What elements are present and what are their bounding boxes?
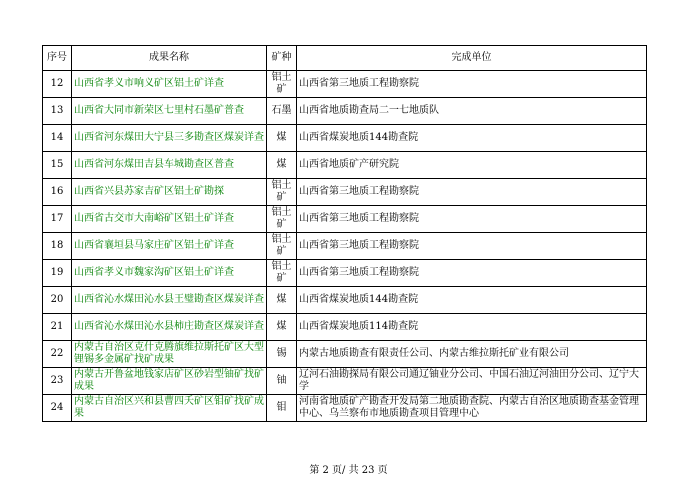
table-header-row — [43, 46, 647, 71]
cell-name: 山西省孝义市魏家沟矿区铝土矿详查 — [72, 260, 267, 287]
cell-num: 14 — [43, 125, 72, 152]
cell-unit: 山西省地质勘查局二一七地质队 — [297, 98, 647, 125]
header-mineral: 矿种 — [267, 46, 297, 71]
cell-unit: 河南省地质矿产勘查开发局第二地质勘查院、内蒙古自治区地质勘查基金管理中心、乌兰察布市地质勘查项目管理中心 — [297, 395, 647, 422]
cell-name: 山西省大同市新荣区七里村石墨矿普查 — [72, 98, 267, 125]
cell-num: 13 — [43, 98, 72, 125]
cell-num: 22 — [43, 341, 72, 368]
cell-mineral: 铝土矿 — [267, 71, 297, 98]
cell-name: 内蒙古自治区克什克腾旗维拉斯托矿区大型锂锡多金属矿找矿成果 — [72, 341, 267, 368]
table-row — [43, 71, 647, 98]
table-row — [43, 98, 647, 125]
cell-mineral: 煤 — [267, 287, 297, 314]
cell-num: 20 — [43, 287, 72, 314]
table-row — [43, 368, 647, 395]
table-row — [43, 125, 647, 152]
cell-name: 内蒙古自治区兴和县曹四夭矿区钼矿找矿成果 — [72, 395, 267, 422]
cell-mineral: 锡 — [267, 341, 297, 368]
table-row — [43, 260, 647, 287]
cell-unit: 辽河石油勘探局有限公司通辽铀业分公司、中国石油辽河油田分公司、辽宁大学 — [297, 368, 647, 395]
cell-unit: 山西省煤炭地质144勘查院 — [297, 125, 647, 152]
table-row — [43, 395, 647, 422]
cell-num: 21 — [43, 314, 72, 341]
cell-num: 19 — [43, 260, 72, 287]
cell-num: 23 — [43, 368, 72, 395]
table-row — [43, 179, 647, 206]
table-body — [43, 71, 647, 422]
cell-unit: 山西省煤炭地质114勘查院 — [297, 314, 647, 341]
cell-name: 山西省襄垣县马家庄矿区铝土矿详查 — [72, 233, 267, 260]
cell-mineral: 铝土矿 — [267, 179, 297, 206]
cell-mineral: 石墨 — [267, 98, 297, 125]
cell-mineral: 铀 — [267, 368, 297, 395]
cell-unit: 山西省第三地质工程勘察院 — [297, 71, 647, 98]
cell-mineral: 铝土矿 — [267, 206, 297, 233]
table-row — [43, 233, 647, 260]
cell-num: 15 — [43, 152, 72, 179]
cell-unit: 山西省第三地质工程勘察院 — [297, 179, 647, 206]
header-unit: 完成单位 — [297, 46, 647, 71]
cell-mineral: 煤 — [267, 314, 297, 341]
cell-name: 山西省河东煤田吉县车城勘查区普查 — [72, 152, 267, 179]
cell-unit: 山西省第三地质工程勘察院 — [297, 233, 647, 260]
table-row — [43, 206, 647, 233]
cell-name: 内蒙古开鲁盆地钱家店矿区砂岩型铀矿找矿成果 — [72, 368, 267, 395]
cell-mineral: 钼 — [267, 395, 297, 422]
cell-name: 山西省古交市大南峪矿区铝土矿详查 — [72, 206, 267, 233]
cell-mineral: 铝土矿 — [267, 260, 297, 287]
cell-unit: 内蒙古地质勘查有限责任公司、内蒙古维拉斯托矿业有限公司 — [297, 341, 647, 368]
cell-name: 山西省河东煤田大宁县三多勘查区煤炭详查 — [72, 125, 267, 152]
page-number-text: 第 2 页/ 共 23 页 — [309, 465, 388, 476]
table-row — [43, 314, 647, 341]
cell-name: 山西省沁水煤田沁水县王璧勘查区煤炭详查 — [72, 287, 267, 314]
cell-num: 17 — [43, 206, 72, 233]
cell-num: 18 — [43, 233, 72, 260]
cell-num: 12 — [43, 71, 72, 98]
cell-mineral: 煤 — [267, 152, 297, 179]
cell-num: 16 — [43, 179, 72, 206]
results-table — [42, 45, 647, 422]
cell-num: 24 — [43, 395, 72, 422]
cell-mineral: 铝土矿 — [267, 233, 297, 260]
table-row — [43, 341, 647, 368]
header-num: 序号 — [43, 46, 72, 71]
cell-unit: 山西省第三地质工程勘察院 — [297, 260, 647, 287]
page-footer — [0, 461, 697, 476]
cell-mineral: 煤 — [267, 125, 297, 152]
cell-unit: 山西省第三地质工程勘察院 — [297, 206, 647, 233]
cell-name: 山西省兴县苏家吉矿区铝土矿勘探 — [72, 179, 267, 206]
cell-name: 山西省孝义市响义矿区铝土矿详查 — [72, 71, 267, 98]
cell-unit: 山西省地质矿产研究院 — [297, 152, 647, 179]
table-row — [43, 287, 647, 314]
cell-unit: 山西省煤炭地质144勘查院 — [297, 287, 647, 314]
table-row — [43, 152, 647, 179]
header-name: 成果名称 — [72, 46, 267, 71]
cell-name: 山西省沁水煤田沁水县柿庄勘查区煤炭详查 — [72, 314, 267, 341]
